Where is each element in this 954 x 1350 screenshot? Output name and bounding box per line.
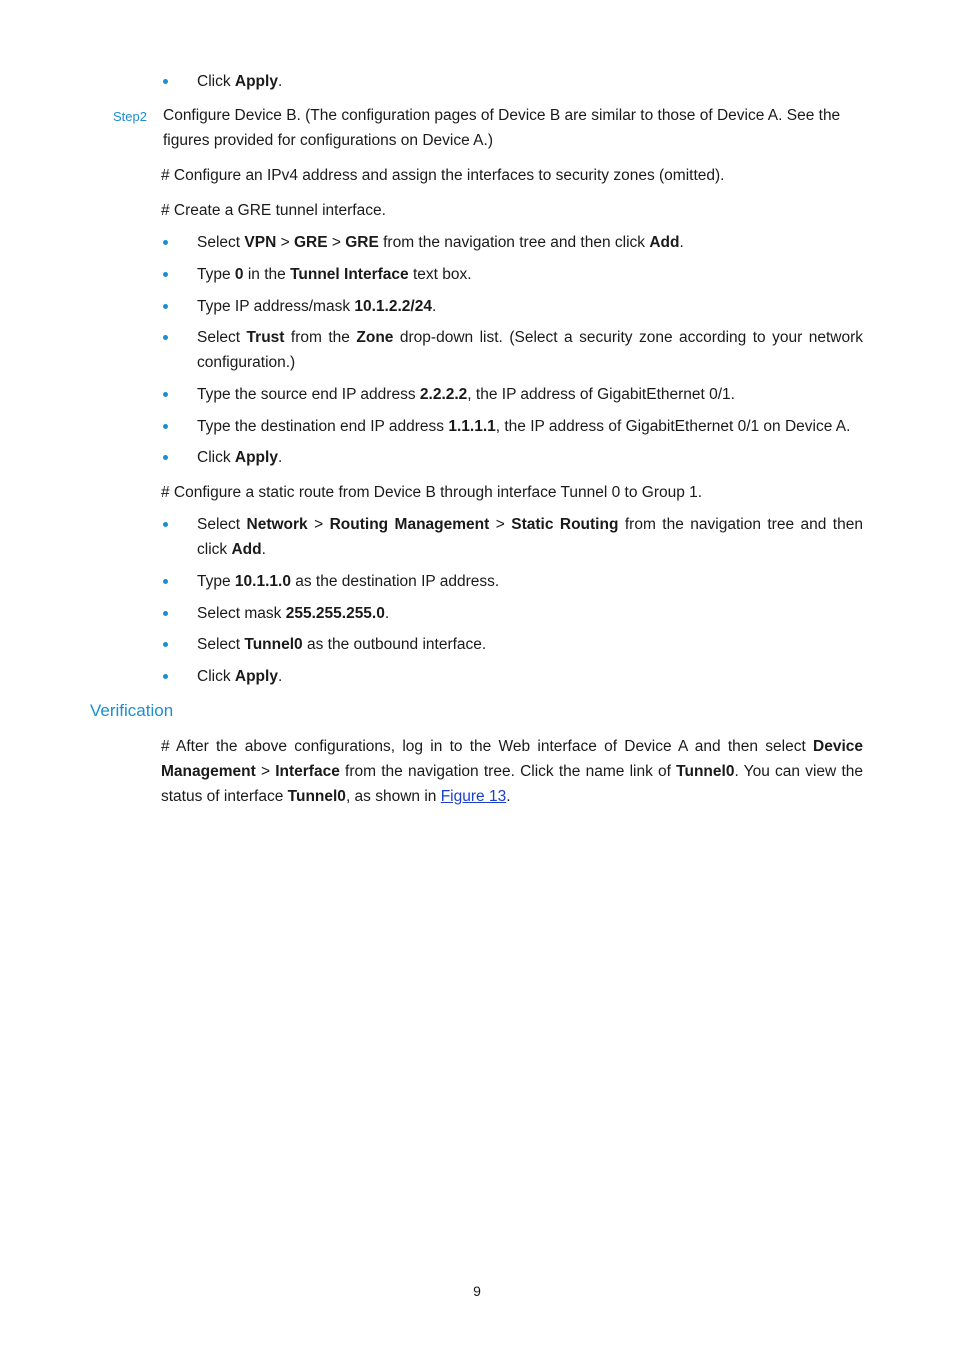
text: in the xyxy=(243,266,291,283)
list-item-ip-mask xyxy=(197,294,863,319)
step-text: Configure Device B. (The configuration pages of Device B are similar to those of Device A. See the figures provided for configurations on Device A.) xyxy=(163,107,841,149)
bullet-icon xyxy=(163,304,168,309)
bullet-icon xyxy=(163,611,168,616)
bold-text: Static Routing xyxy=(511,516,619,533)
text: , as shown in xyxy=(345,788,441,805)
bold-text: Zone xyxy=(356,329,394,346)
text: Type IP address/mask xyxy=(197,298,355,315)
text: from the navigation tree. Click the name link of xyxy=(339,763,677,780)
text: . xyxy=(384,605,390,622)
list-item-select-network xyxy=(197,512,863,562)
bold-text: Tunnel0 xyxy=(244,636,303,653)
list-item-click-apply xyxy=(197,69,863,94)
text: > xyxy=(307,516,330,533)
bold-text: 10.1.2.2/24 xyxy=(354,298,432,315)
list-item-mask xyxy=(197,601,863,626)
text: > xyxy=(276,234,294,251)
figure-13-link[interactable]: Figure 13 xyxy=(440,788,507,805)
bullet-icon xyxy=(163,579,168,584)
bold-text: Interface xyxy=(275,763,340,780)
text: Click xyxy=(197,73,235,90)
bullet-icon xyxy=(163,392,168,397)
list-item-select-vpn xyxy=(197,230,863,255)
paragraph-static-route: # Configure a static route from Device B through interface Tunnel 0 to Group 1. xyxy=(161,484,703,501)
text: . xyxy=(679,234,684,251)
text: as the outbound interface. xyxy=(302,636,487,653)
paragraph-verification xyxy=(161,734,863,809)
list-item-outbound-interface xyxy=(197,632,863,657)
text: > xyxy=(327,234,346,251)
list-item-destination-ip xyxy=(197,414,863,439)
text: . You can view the status of interface xyxy=(161,763,863,805)
text: Select xyxy=(197,329,247,346)
list-item-click-apply xyxy=(197,664,863,689)
text: # After the above configurations, log in to the Web interface of Device A and then select xyxy=(161,738,814,755)
text: from the navigation tree and then click xyxy=(378,234,650,251)
list-item-zone xyxy=(197,325,863,375)
text: . xyxy=(506,788,511,805)
text: Type the destination end IP address xyxy=(197,418,449,435)
list-item-click-apply xyxy=(197,445,863,470)
bold-text: Tunnel0 xyxy=(676,763,735,780)
text: from the navigation tree and then click xyxy=(197,516,863,558)
bullet-icon xyxy=(163,522,168,527)
text: Click xyxy=(197,668,235,685)
bullet-icon xyxy=(163,272,168,277)
bold-text: Apply xyxy=(234,668,278,685)
list-item-tunnel-interface xyxy=(197,262,863,287)
bold-text: Tunnel Interface xyxy=(290,266,409,283)
bold-text: GRE xyxy=(345,234,379,251)
bold-text: VPN xyxy=(244,234,277,251)
step-label: Step2 xyxy=(113,109,147,124)
text: Select xyxy=(197,234,245,251)
text: Click xyxy=(197,449,235,466)
bullet-icon xyxy=(163,240,168,245)
text: . xyxy=(261,541,266,558)
page-number: 9 xyxy=(473,1283,481,1299)
list-item-source-ip xyxy=(197,382,863,407)
bold-text: Apply xyxy=(234,449,278,466)
text: Type xyxy=(197,573,235,590)
text: . xyxy=(277,73,283,90)
bullet-icon xyxy=(163,642,168,647)
section-heading-verification: Verification xyxy=(90,701,174,720)
bold-text: Add xyxy=(231,541,262,558)
bullet-icon xyxy=(163,79,168,84)
text: Select xyxy=(197,636,245,653)
text: > xyxy=(489,516,512,533)
list-item-destination xyxy=(197,569,863,594)
text: > xyxy=(255,763,276,780)
text: Type xyxy=(197,266,235,283)
text: as the destination IP address. xyxy=(290,573,500,590)
text: , the IP address of GigabitEthernet 0/1. xyxy=(467,386,735,403)
text: Type the source end IP address xyxy=(197,386,420,403)
bold-text: 0 xyxy=(234,266,244,283)
bold-text: 10.1.1.0 xyxy=(234,573,291,590)
bold-text: Routing Management xyxy=(329,516,490,533)
bold-text: 1.1.1.1 xyxy=(448,418,496,435)
text: , the IP address of GigabitEthernet 0/1 on Device A. xyxy=(495,418,851,435)
bold-text: Device Management xyxy=(161,738,863,780)
bullet-icon xyxy=(163,674,168,679)
bold-text: GRE xyxy=(293,234,328,251)
bullet-icon xyxy=(163,335,168,340)
paragraph-ipv4: # Configure an IPv4 address and assign the interfaces to security zones (omitted). xyxy=(161,167,725,184)
bold-text: 255.255.255.0 xyxy=(285,605,385,622)
text: Select mask xyxy=(197,605,286,622)
text: . xyxy=(277,449,283,466)
text: text box. xyxy=(408,266,472,283)
text: from the xyxy=(284,329,357,346)
bold-text: 2.2.2.2 xyxy=(419,386,468,403)
bold-text: Trust xyxy=(246,329,285,346)
bold-text: Add xyxy=(649,234,680,251)
bold-text: Network xyxy=(246,516,308,533)
text: drop-down list. (Select a security zone according to your network configuration.) xyxy=(197,329,863,371)
bold-text: Tunnel0 xyxy=(287,788,346,805)
text: . xyxy=(277,668,283,685)
bullet-icon xyxy=(163,424,168,429)
paragraph-gre: # Create a GRE tunnel interface. xyxy=(161,202,386,219)
text: Select xyxy=(197,516,247,533)
bold-text: Apply xyxy=(234,73,278,90)
bullet-icon xyxy=(163,455,168,460)
text: . xyxy=(431,298,437,315)
